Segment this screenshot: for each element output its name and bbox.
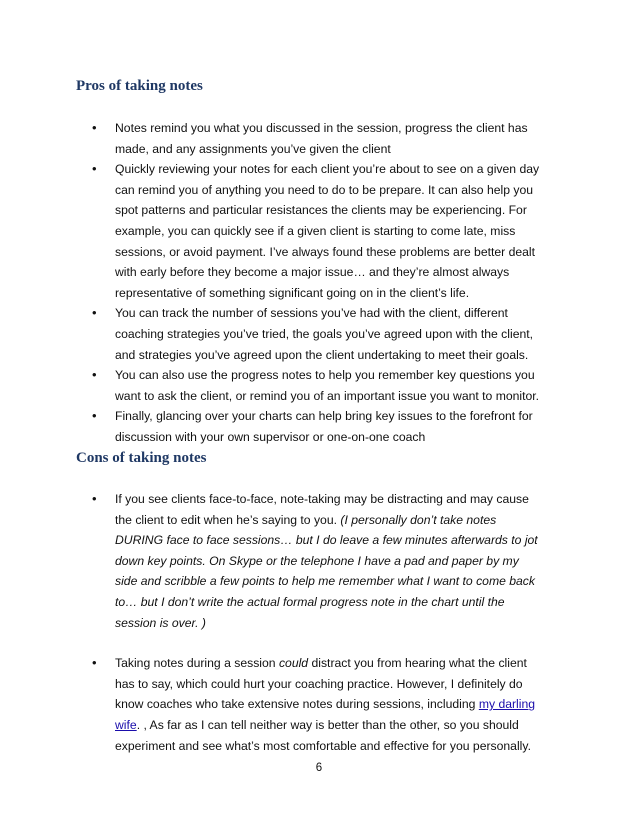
item-text: Taking notes during a session	[115, 656, 279, 671]
list-item: • Notes remind you what you discussed in the session, progress the client has made, and any assignments you’ve given the client	[84, 118, 544, 159]
darling-wife-link[interactable]: my darling wife	[115, 697, 536, 732]
item-italic-aside: (I personally don’t take notes DURING face to face sessions… but I do leave a few minutes afterwards to jot down key points. On Skype or the telephone I have a pad and paper by my side and scribble a few points to help me remember what I want to come back to… but I don’t write the actual formal progress note in the chart until the session is over. )	[115, 512, 538, 630]
item-text: . , As far as I can tell neither way is better than the other, so you should experiment and see what’s most comfortable and effective for you personally.	[115, 717, 531, 753]
list-item: • Quickly reviewing your notes for each client you’re about to see on a given day can remind you of anything you need to do to be prepare. It can also help you spot patterns and particular resistances the clients may be experiencing. For example, you can quickly see if a given client is starting to come late, miss sessions, or avoid payment. I’ve always found these problems are better dealt with early before they become a major issue… and they’re almost always representative of something significant going on in the client’s life.	[84, 159, 544, 303]
list-item: • Finally, glancing over your charts can help bring key issues to the forefront for discussion with your own supervisor or one-on-one coach	[84, 406, 544, 447]
list-item	[84, 653, 544, 756]
item-text: If you see clients face-to-face, note-taking may be distracting and may cause the client to edit when he’s saying to you.	[115, 492, 529, 527]
item-text: distract you from hearing what the client has to say, which could hurt your coaching practice. However, I definitely do know coaches who take extensive notes during sessions, including	[115, 656, 527, 712]
pros-heading: Pros of taking notes	[76, 78, 203, 94]
list-item	[84, 489, 544, 633]
page-number: 6	[315, 762, 323, 774]
cons-heading: Cons of taking notes	[76, 450, 207, 466]
item-italic-word: could	[278, 656, 309, 671]
cons-list	[84, 489, 544, 756]
list-item: • You can also use the progress notes to help you remember key questions you want to ask the client, or remind you of an important issue you want to monitor.	[84, 365, 544, 406]
list-item: • You can track the number of sessions you’ve had with the client, different coaching strategies you’ve tried, the goals you’ve agreed upon with the client, and strategies you’ve agreed upon the client undertaking to meet their goals.	[84, 303, 544, 365]
pros-list	[84, 118, 544, 448]
